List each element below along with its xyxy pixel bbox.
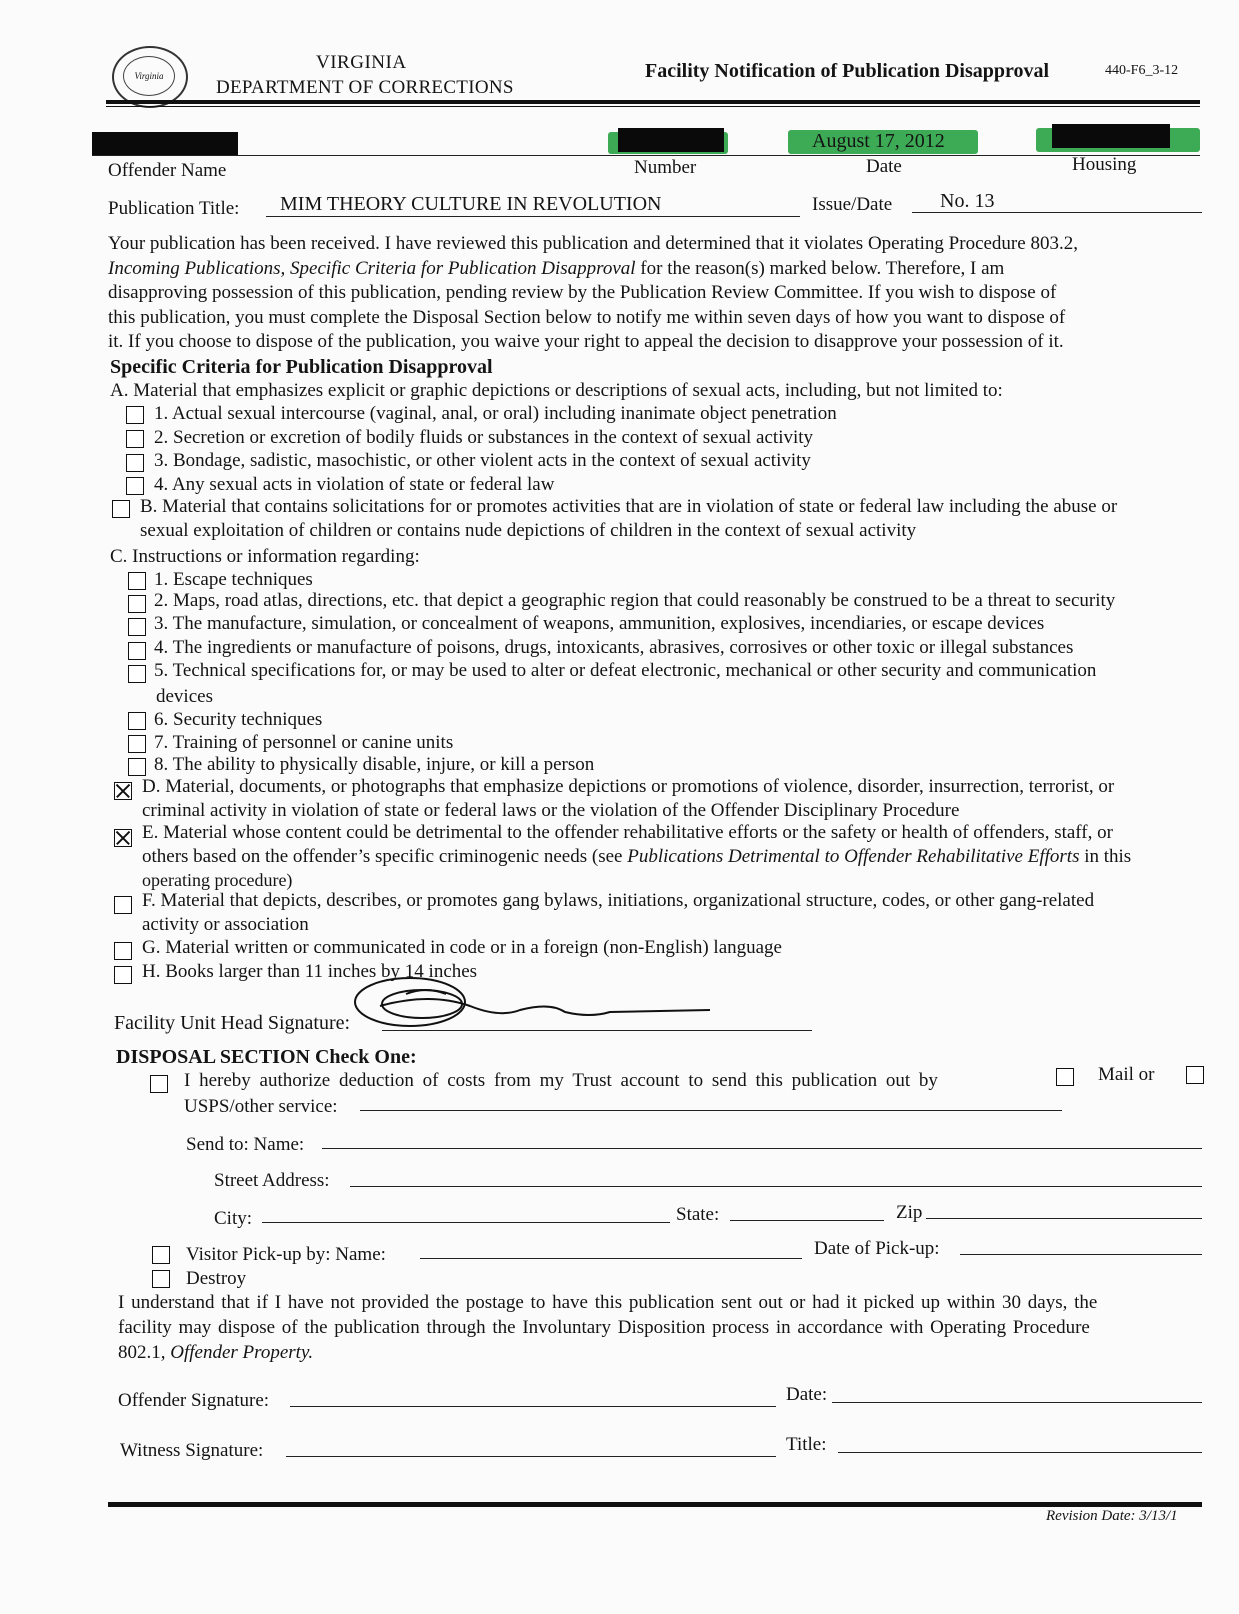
witness-signature-line[interactable]: [286, 1456, 776, 1457]
criterion-f-line-1: F. Material that depicts, describes, or promotes gang bylaws, initiations, organizational structure, codes, or other gang-related: [142, 890, 1095, 911]
intro-line-4: this publication, you must complete the Disposal Section below to notify me within seven days of how you want to dispose of: [108, 306, 1066, 328]
criterion-e-line-2b: Publications Detrimental to Offender Rehabilitative Efforts: [627, 846, 1080, 867]
send-to-name-line[interactable]: [322, 1148, 1202, 1149]
seal-text: Virginia: [123, 56, 175, 96]
handwritten-signature: [350, 972, 720, 1042]
pickup-date-label: Date of Pick-up:: [814, 1238, 940, 1259]
issue-date-value[interactable]: No. 13: [940, 190, 995, 212]
visitor-name-line[interactable]: [420, 1258, 802, 1259]
number-label: Number: [634, 157, 697, 178]
understand-line-1: I understand that if I have not provided the postage to have this publication sent out or had it picked up within 30 days, the: [118, 1292, 1098, 1313]
checkbox-e-checked[interactable]: [114, 829, 132, 847]
intro-line-2-rest: for the reason(s) marked below. Therefore, I am: [635, 257, 1005, 279]
understand-line-3a: 802.1,: [118, 1342, 171, 1363]
zip-label: Zip: [896, 1202, 923, 1223]
pickup-date-line[interactable]: [960, 1254, 1202, 1255]
checkbox-c5[interactable]: [128, 665, 146, 683]
criteria-heading: Specific Criteria for Publication Disapproval: [110, 356, 493, 378]
criterion-a4: 4. Any sexual acts in violation of state or federal law: [154, 474, 555, 495]
criterion-e-line-2c: in this: [1079, 846, 1132, 867]
checkbox-usps[interactable]: [1186, 1066, 1204, 1084]
disposal-heading: DISPOSAL SECTION Check One:: [116, 1046, 417, 1068]
criterion-c5-line-2: devices: [156, 686, 213, 707]
criterion-c4: 4. The ingredients or manufacture of poisons, drugs, intoxicants, abrasives, corrosives or other toxic or illegal substances: [154, 637, 1074, 658]
date-label: Date: [866, 156, 902, 177]
checkbox-a2[interactable]: [126, 430, 144, 448]
header-rule: [106, 100, 1200, 104]
criterion-d-line-1: D. Material, documents, or photographs that emphasize depictions or promotions of violence, disorder, insurrection, terrorist, or: [142, 776, 1115, 797]
criterion-b-line-1: B. Material that contains solicitations for or promotes activities that are in violation of state or federal law including the abuse or: [140, 496, 1118, 517]
destroy-label: Destroy: [186, 1268, 247, 1289]
criterion-c5-line-1: 5. Technical specifications for, or may be used to alter or defeat electronic, mechanical or other security and communication: [154, 660, 1097, 681]
street-address-line[interactable]: [350, 1186, 1202, 1187]
footer-rule: [108, 1502, 1202, 1507]
intro-line-1: Your publication has been received. I have reviewed this publication and determined that it violates Operating Procedure 803.2,: [108, 233, 1078, 254]
header-rule-thin: [106, 106, 1200, 107]
checkbox-f[interactable]: [114, 896, 132, 914]
checkbox-c1[interactable]: [128, 572, 146, 590]
criterion-a: A. Material that emphasizes explicit or graphic depictions or descriptions of sexual acts, including, but not limited to:: [110, 380, 1003, 401]
understand-line-3b: Offender Property.: [170, 1342, 314, 1363]
redacted-number: [618, 128, 724, 152]
offender-name-label: Offender Name: [108, 160, 227, 181]
checkbox-g[interactable]: [114, 942, 132, 960]
checkbox-a3[interactable]: [126, 454, 144, 472]
criterion-a3: 3. Bondage, sadistic, masochistic, or other violent acts in the context of sexual activity: [154, 450, 811, 471]
criterion-a2: 2. Secretion or excretion of bodily fluids or substances in the context of sexual activity: [154, 427, 814, 448]
department-seal: [112, 46, 188, 108]
criterion-e-line-3: operating procedure): [142, 870, 293, 890]
criterion-c6: 6. Security techniques: [154, 709, 323, 730]
criterion-d-line-2: criminal activity in violation of state or federal laws or the violation of the Offender Disciplinary Procedure: [142, 800, 960, 821]
checkbox-c2[interactable]: [128, 595, 146, 613]
publication-title-line: [266, 216, 800, 217]
understand-line-2: facility may dispose of the publication through the Involuntary Disposition process in accordance with Operating Procedure: [118, 1317, 1090, 1338]
offender-row-line: [92, 155, 1200, 156]
mail-label: Mail or: [1098, 1064, 1155, 1085]
criterion-e-line-1: E. Material whose content could be detrimental to the offender rehabilitative efforts or the safety or health of offenders, staff, or: [142, 822, 1113, 843]
checkbox-mail[interactable]: [1056, 1068, 1074, 1086]
criterion-f-line-2: activity or association: [142, 914, 309, 935]
checkbox-authorize[interactable]: [150, 1075, 168, 1093]
criterion-c8: 8. The ability to physically disable, injure, or kill a person: [154, 754, 595, 775]
city-label: City:: [214, 1208, 253, 1229]
intro-line-5: it. If you choose to dispose of the publication, you waive your right to appeal the decision to disapprove your possession of it.: [108, 331, 1064, 352]
date-value: August 17, 2012: [812, 130, 945, 152]
criterion-c3: 3. The manufacture, simulation, or concealment of weapons, ammunition, explosives, incendiaries, or escape devices: [154, 613, 1045, 634]
publication-title-label: Publication Title:: [108, 198, 240, 219]
authorize-text: I hereby authorize deduction of costs from my Trust account to send this publication out by: [184, 1070, 938, 1091]
criterion-c7: 7. Training of personnel or canine units: [154, 732, 454, 753]
criterion-e-line-2: [142, 846, 1131, 868]
checkbox-d-checked[interactable]: [114, 782, 132, 800]
checkbox-c7[interactable]: [128, 735, 146, 753]
intro-line-2-italic: Incoming Publications, Specific Criteria for Publication Disapproval: [108, 257, 636, 279]
checkbox-a4[interactable]: [126, 477, 144, 495]
checkbox-visitor-pickup[interactable]: [152, 1246, 170, 1264]
offender-signature-label: Offender Signature:: [118, 1390, 270, 1411]
criterion-e-line-2a: others based on the offender’s specific criminogenic needs (see: [142, 846, 628, 867]
criterion-c2: 2. Maps, road atlas, directions, etc. that depict a geographic region that could reasonably be construed to be a threat to security: [154, 590, 1116, 611]
footer-title-line[interactable]: [838, 1452, 1202, 1453]
checkbox-c3[interactable]: [128, 618, 146, 636]
agency-line-1: VIRGINIA: [316, 52, 407, 73]
state-label: State:: [676, 1204, 720, 1225]
footer-title-label: Title:: [786, 1434, 827, 1455]
revision-date: Revision Date: 3/13/1: [1046, 1508, 1178, 1524]
agency-line-2: DEPARTMENT OF CORRECTIONS: [216, 77, 514, 98]
checkbox-c8[interactable]: [128, 758, 146, 776]
footer-date-line[interactable]: [832, 1402, 1202, 1403]
intro-paragraph: [108, 232, 1202, 355]
redacted-housing: [1052, 124, 1170, 148]
witness-signature-label: Witness Signature:: [120, 1440, 264, 1461]
city-line[interactable]: [262, 1222, 670, 1223]
form-title: Facility Notification of Publication Disapproval: [645, 60, 1050, 82]
checkbox-c6[interactable]: [128, 712, 146, 730]
usps-label: USPS/other service:: [184, 1096, 338, 1117]
state-line[interactable]: [730, 1220, 884, 1221]
criterion-h: H. Books larger than 11 inches by 14 inches: [142, 961, 478, 982]
intro-line-2: [108, 257, 1202, 282]
footer-date-label: Date:: [786, 1384, 828, 1405]
intro-line-3: disapproving possession of this publication, pending review by the Publication Review Committee. If you wish to dispose of: [108, 282, 1057, 303]
criterion-g: G. Material written or communicated in code or in a foreign (non-English) language: [142, 937, 782, 958]
criterion-c: C. Instructions or information regarding:: [110, 546, 420, 567]
checkbox-a1[interactable]: [126, 406, 144, 424]
checkbox-b[interactable]: [112, 500, 130, 518]
redacted-offender-name: [92, 132, 238, 156]
criterion-b-line-2: sexual exploitation of children or contains nude depictions of children in the context of sexual activity: [140, 520, 917, 541]
publication-title-value[interactable]: MIM THEORY CULTURE IN REVOLUTION: [280, 193, 662, 215]
facility-signature-label: Facility Unit Head Signature:: [114, 1012, 351, 1034]
street-address-label: Street Address:: [214, 1170, 330, 1191]
checkbox-destroy[interactable]: [152, 1270, 170, 1288]
checkbox-c4[interactable]: [128, 642, 146, 660]
form-number: 440-F6_3-12: [1105, 63, 1179, 78]
housing-label: Housing: [1072, 154, 1137, 175]
zip-line[interactable]: [926, 1218, 1202, 1219]
issue-date-label: Issue/Date: [812, 194, 893, 215]
criterion-c1: 1. Escape techniques: [154, 569, 313, 590]
offender-signature-line[interactable]: [290, 1406, 776, 1407]
send-to-label: Send to: Name:: [186, 1134, 305, 1155]
visitor-pickup-label: Visitor Pick-up by: Name:: [186, 1244, 386, 1265]
understand-line-3: [118, 1342, 313, 1364]
checkbox-h[interactable]: [114, 966, 132, 984]
criterion-a1: 1. Actual sexual intercourse (vaginal, anal, or oral) including inanimate object penetration: [154, 403, 837, 424]
usps-line[interactable]: [360, 1110, 1062, 1111]
